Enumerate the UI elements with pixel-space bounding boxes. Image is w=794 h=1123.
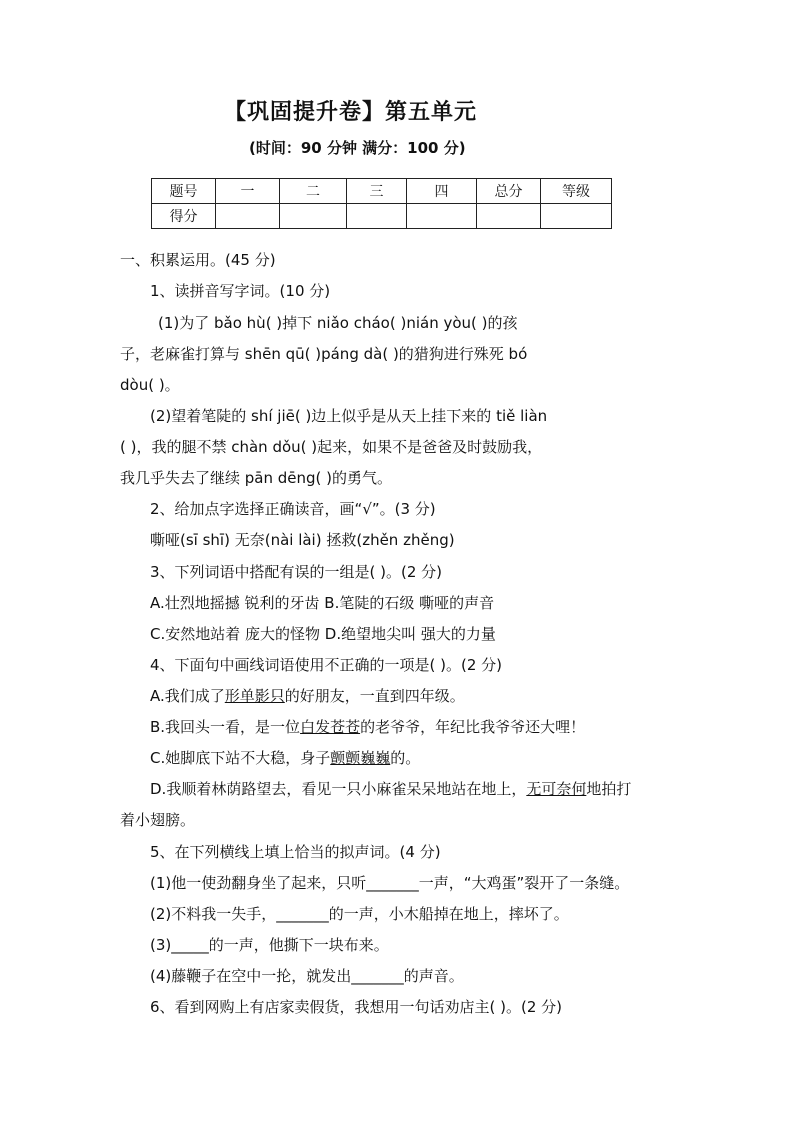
table-cell: 一 [216, 179, 280, 204]
score-cell[interactable] [280, 204, 347, 229]
question-text: (2)望着笔陡的 shí jiē( )边上似乎是从天上挂下来的 tiě liàn [150, 407, 548, 425]
question-text: 我几乎失去了继续 pān dēng( )的勇气。 [120, 469, 393, 487]
underlined-word: 形单影只 [224, 687, 285, 705]
question-options: A.壮烈地摇撼 锐利的牙齿 B.笔陡的石级 嘶哑的声音 [150, 594, 495, 612]
question-title: 6、看到网购上有店家卖假货，我想用一句话劝店主( )。(2 分) [150, 998, 563, 1016]
section-heading: 一、积累运用。(45 分) [120, 251, 276, 269]
option-text: B.我回头一看，是一位 [150, 718, 301, 736]
table-cell: 题号 [152, 179, 216, 204]
table-cell: 二 [280, 179, 347, 204]
table-row [152, 179, 612, 204]
score-cell[interactable] [216, 204, 280, 229]
underlined-word: 颤颤巍巍 [330, 749, 391, 767]
option-text: D.我顺着林荫路望去，看见一只小麻雀呆呆地站在地上， [150, 780, 527, 798]
question-title: 4、下面句中画线词语使用不正确的一项是( )。(2 分) [150, 656, 503, 674]
question-title: 5、在下列横线上填上恰当的拟声词。(4 分) [150, 843, 441, 861]
question-title: 1、读拼音写字词。(10 分) [150, 282, 331, 300]
score-cell[interactable] [477, 204, 541, 229]
table-cell: 三 [347, 179, 407, 204]
score-table [151, 178, 612, 229]
option-b [150, 716, 585, 737]
table-cell: 总分 [477, 179, 541, 204]
option-text: 的。 [390, 749, 421, 767]
page-title: 【巩固提升卷】第五单元 [224, 100, 478, 125]
question-options: 嘶哑(sī shī) 无奈(nài lài) 拯救(zhěn zhěng) [150, 531, 455, 549]
option-text: 的老爷爷，年纪比我爷爷还大哩！ [360, 718, 586, 736]
option-text: 地拍打 [586, 780, 632, 798]
score-cell[interactable] [347, 204, 407, 229]
table-cell: 得分 [152, 204, 216, 229]
option-d [150, 778, 631, 799]
question-text: (3)_____的一声，他撕下一块布来。 [150, 936, 389, 954]
option-d-continued: 着小翅膀。 [120, 811, 196, 829]
option-a [150, 685, 465, 706]
option-text: C.她脚底下站不大稳，身子 [150, 749, 331, 767]
question-text: (1)为了 bǎo hù( )掉下 niǎo cháo( )nián yòu( )的孩 [158, 314, 518, 332]
exam-info: (时间：90 分钟 满分：100 分) [249, 139, 466, 157]
question-text: 子，老麻雀打算与 shēn qū( )páng dà( )的猎狗进行殊死 bó [120, 345, 528, 363]
question-text: (2)不料我一失手，_______的一声，小木船掉在地上，摔坏了。 [150, 905, 569, 923]
table-cell: 等级 [541, 179, 612, 204]
question-options: C.安然地站着 庞大的怪物 D.绝望地尖叫 强大的力量 [150, 625, 496, 643]
underlined-word: 无可奈何 [526, 780, 587, 798]
option-text: A.我们成了 [150, 687, 225, 705]
question-title: 3、下列词语中搭配有误的一组是( )。(2 分) [150, 563, 443, 581]
table-row [152, 204, 612, 229]
question-text: dòu( )。 [120, 376, 180, 394]
question-text: (1)他一使劲翻身坐了起来，只听_______一声，“大鸡蛋”裂开了一条缝。 [150, 874, 630, 892]
question-text: ( )，我的腿不禁 chàn dǒu( )起来，如果不是爸爸及时鼓励我， [120, 438, 543, 456]
underlined-word: 白发苍苍 [300, 718, 361, 736]
table-cell: 四 [407, 179, 477, 204]
score-cell[interactable] [407, 204, 477, 229]
option-c [150, 747, 420, 768]
option-text: 的好朋友，一直到四年级。 [284, 687, 465, 705]
question-text: (4)藤鞭子在空中一抡，就发出_______的声音。 [150, 967, 464, 985]
score-cell[interactable] [541, 204, 612, 229]
question-title: 2、给加点字选择正确读音，画“√”。(3 分) [150, 500, 436, 518]
